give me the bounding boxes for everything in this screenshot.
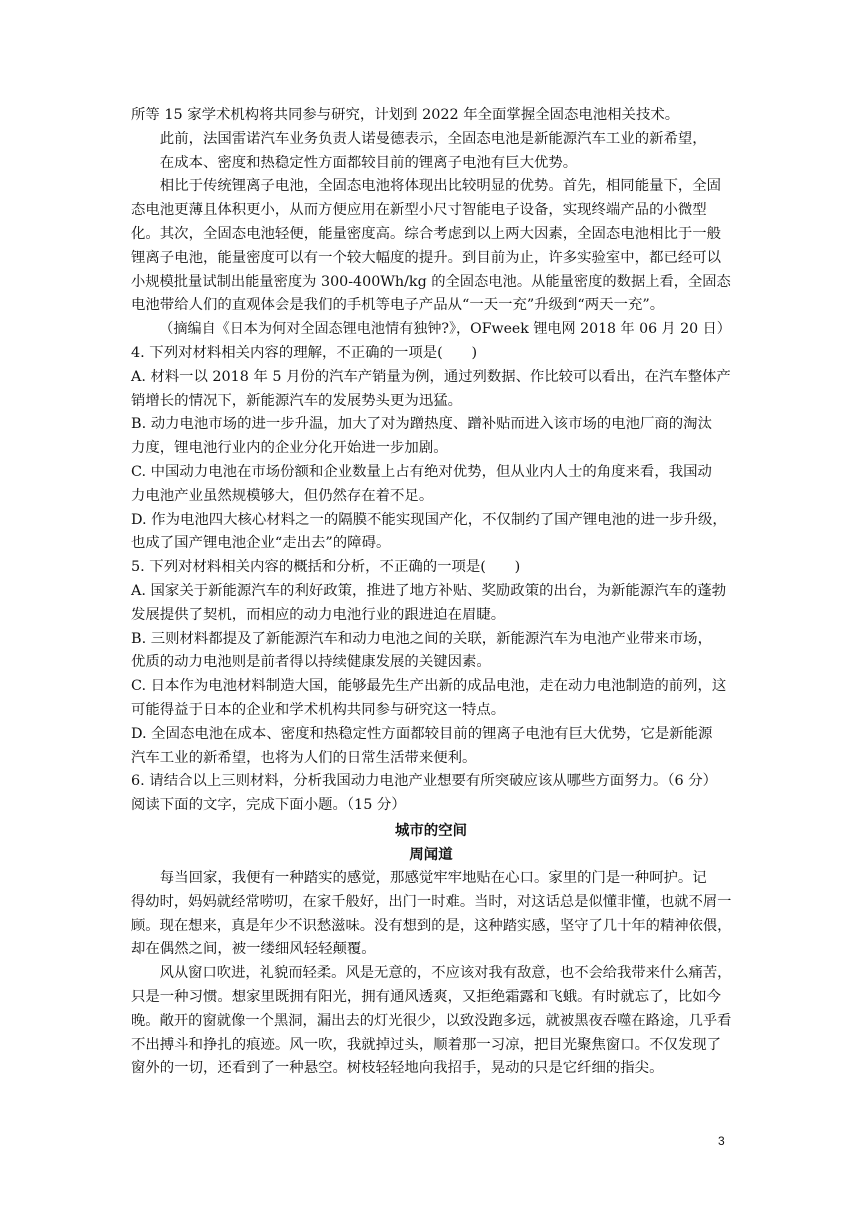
text-line: C. 中国动力电池在市场份额和企业数量上占有绝对优势，但从业内人士的角度来看，我国动 [131,463,712,480]
text-line: 优质的动力电池则是前者得以持续健康发展的关键因素。 [131,654,491,671]
article-title: 城市的空间 [395,822,467,839]
text-line: 相比于传统锂离子电池，全固态电池将体现出比较明显的优势。首先，相同能量下，全固 [159,178,722,195]
article-author: 周闻道 [409,845,453,863]
text-line: A. 材料一以 2018 年 5 月份的汽车产销量为例，通过列数据、作比较可以看出，在汽车整体产 [131,368,731,385]
text-line: A. 国家关于新能源汽车的利好政策，推进了地方补贴、奖励政策的出台，为新能源汽车的蓬勃 [131,582,727,599]
text-line: 晚。敞开的窗就像一个黑洞，漏出去的灯光很少，以致没跑多远，就被黑夜吞噬在路途，几乎看 [131,1012,732,1029]
text-line: 汽车工业的新希望，也将为人们的日常生活带来便利。 [131,749,477,766]
body-text [131,104,731,818]
text-line: B. 三则材料都提及了新能源汽车和动力电池之间的关联，新能源汽车为电池产业带来市场， [131,630,712,647]
text-line: 此前，法国雷诺汽车业务负责人诺曼德表示，全固态电池是新能源汽车工业的新希望， [159,130,707,147]
text-line: 只是一种习惯。想家里既拥有阳光，拥有通风透爽，又拒绝霜露和飞蛾。有时就忘了，比如今 [131,988,722,1005]
text-line: D. 全固态电池在成本、密度和热稳定性方面都较目前的锂离子电池有巨大优势，它是新能源 [131,725,713,742]
text-line: 4. 下列对材料相关内容的理解，不正确的一项是( ) [131,344,478,361]
text-line: 销增长的情况下，新能源汽车的发展势头更为迅猛。 [131,392,462,409]
text-line: 力度，锂电池行业内的企业分化开始进一步加剧。 [131,440,448,457]
text-line: 电池带给人们的直观体会是我们的手机等电子产品从“一天一充”升级到“两天一充”。 [131,297,665,314]
text-line: 窗外的一切，还看到了一种悬空。树枝轻轻地向我招手，晃动的只是它纤细的指尖。 [131,1060,664,1077]
text-line: 小规模批量试制出能量密度为 300-400Wh/kg 的全固态电池。从能量密度的数据上看，全固态 [131,273,731,290]
text-line: 阅读下面的文字，完成下面小题。（15 分） [131,797,406,814]
text-line: 所等 15 家学术机构将共同参与研究，计划到 2022 年全面掌握全固态电池相关技术。 [131,107,680,123]
text-line: 不出搏斗和挣扎的痕迹。风一吹，我就掉过头，顺着那一习凉，把目光聚焦窗口。不仅发现了 [131,1036,722,1053]
article-body [131,867,731,1081]
page-number: 3 [718,1134,725,1148]
text-line: C. 日本作为电池材料制造大国，能够最先生产出新的成品电池，走在动力电池制造的前列，这 [131,678,727,695]
text-line: 得幼时，妈妈就经常唠叨，在家千般好，出门一时难。当时，对这话总是似懂非懂，也就不屑一 [131,893,732,910]
text-line: 在成本、密度和热稳定性方面都较目前的锂离子电池有巨大优势。 [159,154,578,171]
text-line: 化。其次，全固态电池轻便，能量密度高。综合考虑到以上两大因素，全固态电池相比于一般 [131,225,722,242]
text-line: 态电池更薄且体积更小，从而方便应用在新型小尺寸智能电子设备，实现终端产品的小微型 [131,202,707,219]
text-line: 风从窗口吹进，礼貌而轻柔。风是无意的，不应该对我有敌意，也不会给我带来什么痛苦， [159,965,732,982]
text-line: 5. 下列对材料相关内容的概括和分析，不正确的一项是( ) [131,559,521,576]
text-line: 力电池产业虽然规模够大，但仍然存在着不足。 [131,487,434,504]
text-line: （摘编自《日本为何对全固态锂电池情有独钟?》，OFweek 锂电网 2018 年 06 月 20 日） [159,321,731,338]
text-line: 也成了国产锂电池企业“走出去”的障碍。 [131,535,391,552]
text-line: 锂离子电池，能量密度可以有一个较大幅度的提升。到目前为止，许多实验室中，都已经可以 [131,249,722,266]
text-line: 6. 请结合以上三则材料，分析我国动力电池产业想要有所突破应该从哪些方面努力。（6 分） [131,773,718,790]
article-header [131,819,731,867]
text-line: B. 动力电池市场的进一步升温，加大了对为蹭热度、蹭补贴而进入该市场的电池厂商的淘汰 [131,416,712,433]
text-line: 却在偶然之间，被一缕细风轻轻颠覆。 [131,941,376,958]
text-line: 顾。现在想来，真是年少不识愁滋味。没有想到的是，这种踏实感，坚守了几十年的精神依偎， [131,917,732,934]
text-line: D. 作为电池四大核心材料之一的隔膜不能实现国产化，不仅制约了国产锂电池的进一步升级， [131,511,727,528]
text-line: 发展提供了契机，而相应的动力电池行业的跟进迫在眉睫。 [131,606,506,623]
text-line: 可能得益于日本的企业和学术机构共同参与研究这一特点。 [131,701,506,718]
text-line: 每当回家，我便有一种踏实的感觉，那感觉牢牢地贴在心口。家里的门是一种呵护。记 [159,870,707,886]
